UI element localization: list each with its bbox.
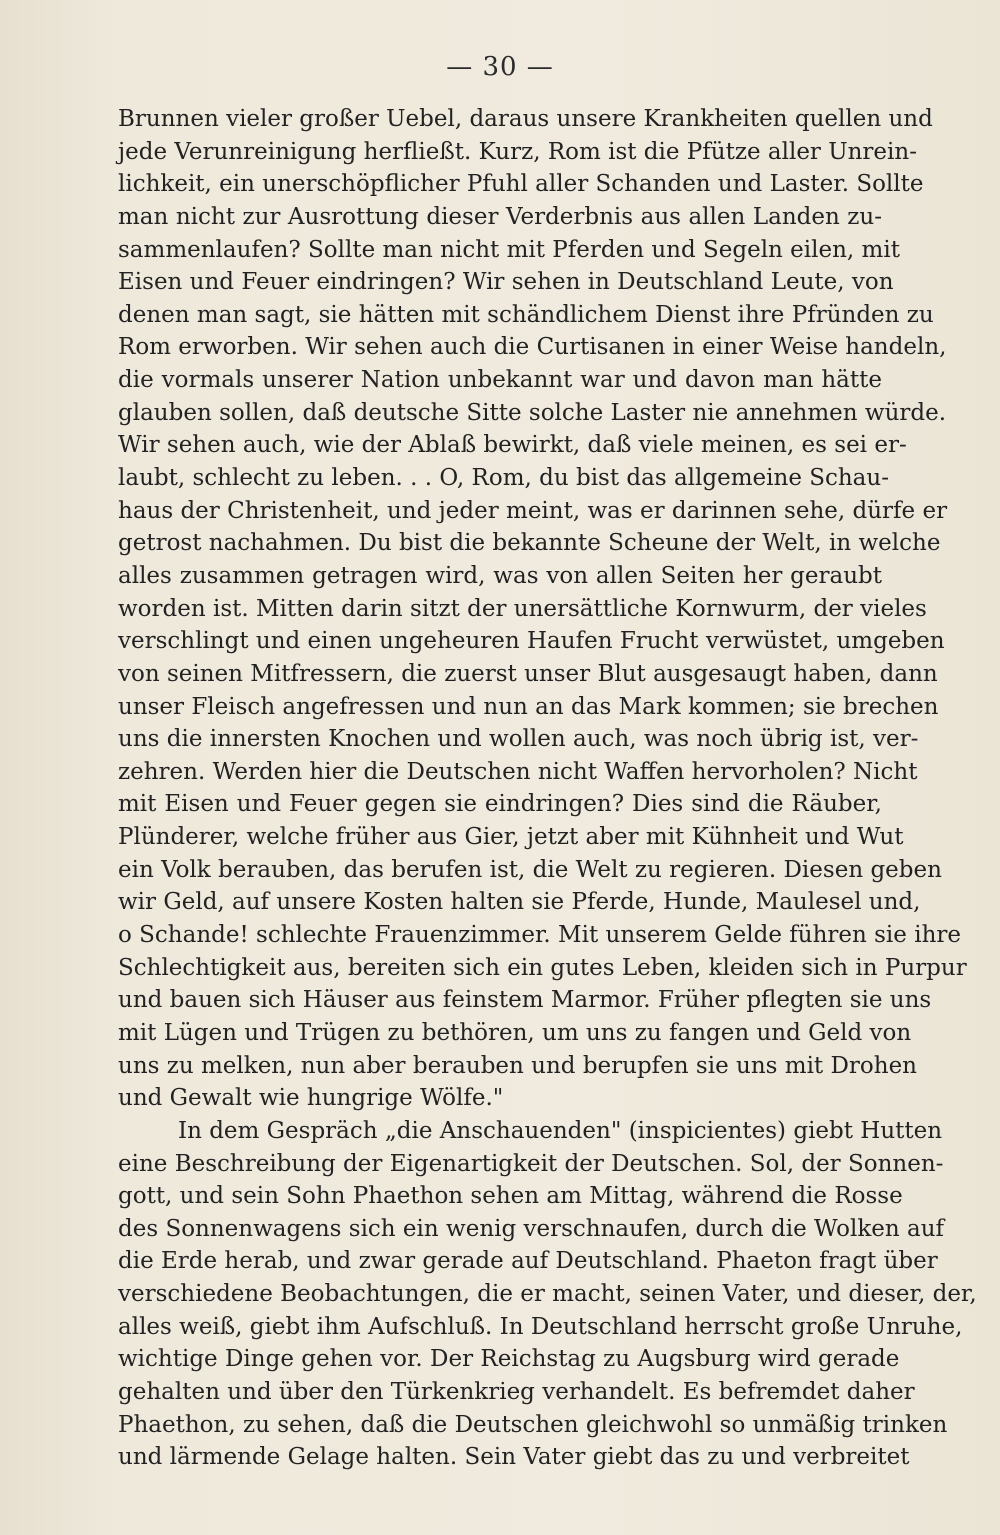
text-line: unser Fleisch angefressen und nun an das Mark kommen; sie brechen (118, 693, 939, 720)
text-line: die Erde herab, und zwar gerade auf Deutschland. Phaeton fragt über (118, 1248, 938, 1275)
text-line: getrost nachahmen. Du bist die bekannte Scheune der Welt, in welche (118, 530, 941, 557)
text-line: gehalten und über den Türkenkrieg verhandelt. Es befremdet daher (118, 1378, 915, 1405)
text-line: o Schande! schlechte Frauenzimmer. Mit unserem Gelde führen sie ihre (118, 922, 961, 949)
text-line: Wir sehen auch, wie der Ablaß bewirkt, daß viele meinen, es sei er- (118, 432, 907, 459)
text-line: man nicht zur Ausrottung dieser Verderbnis aus allen Landen zu- (118, 203, 882, 230)
body-text (118, 103, 977, 1474)
text-line: In dem Gespräch „die Anschauenden" (inspicientes) giebt Hutten (178, 1117, 943, 1144)
text-line: und Gewalt wie hungrige Wölfe." (118, 1085, 504, 1112)
text-line: von seinen Mitfressern, die zuerst unser Blut ausgesaugt haben, dann (118, 660, 938, 687)
text-line: sammenlaufen? Sollte man nicht mit Pferden und Segeln eilen, mit (118, 236, 900, 263)
text-line: alles zusammen getragen wird, was von allen Seiten her geraubt (118, 562, 882, 589)
text-line: mit Eisen und Feuer gegen sie eindringen? Dies sind die Räuber, (118, 791, 882, 818)
text-line: mit Lügen und Trügen zu bethören, um uns zu fangen und Geld von (118, 1019, 912, 1046)
text-line: Schlechtigkeit aus, bereiten sich ein gutes Leben, kleiden sich in Purpur (118, 954, 967, 981)
text-line: verschiedene Beobachtungen, die er macht, seinen Vater, und dieser, der, (118, 1281, 977, 1308)
text-line: haus der Christenheit, und jeder meint, was er darinnen sehe, dürfe er (118, 497, 948, 524)
text-line: worden ist. Mitten darin sitzt der unersättliche Kornwurm, der vieles (118, 595, 927, 622)
text-line: denen man sagt, sie hätten mit schändlichem Dienst ihre Pfründen zu (118, 301, 934, 328)
text-line: Phaethon, zu sehen, daß die Deutschen gleichwohl so unmäßig trinken (118, 1411, 948, 1438)
page-number: — 30 — (446, 52, 554, 82)
text-line: und bauen sich Häuser aus feinstem Marmor. Früher pflegten sie uns (118, 987, 932, 1014)
text-line: Brunnen vieler großer Uebel, daraus unsere Krankheiten quellen und (118, 106, 933, 132)
text-line: wichtige Dinge gehen vor. Der Reichstag zu Augsburg wird gerade (118, 1346, 900, 1373)
text-line: wir Geld, auf unsere Kosten halten sie Pferde, Hunde, Maulesel und, (118, 889, 921, 916)
text-line: Rom erworben. Wir sehen auch die Curtisanen in einer Weise handeln, (118, 334, 947, 361)
text-line: alles weiß, giebt ihm Aufschluß. In Deutschland herrscht große Unruhe, (118, 1313, 963, 1340)
text-line: lichkeit, ein unerschöpflicher Pfuhl aller Schanden und Laster. Sollte (118, 171, 924, 198)
text-line: ein Volk berauben, das berufen ist, die Welt zu regieren. Diesen geben (118, 856, 942, 883)
text-line: gott, und sein Sohn Phaethon sehen am Mittag, während die Rosse (118, 1183, 903, 1210)
text-line: uns die innersten Knochen und wollen auch, was noch übrig ist, ver- (118, 726, 919, 753)
text-line: und lärmende Gelage halten. Sein Vater giebt das zu und verbreitet (118, 1444, 910, 1471)
text-line: Eisen und Feuer eindringen? Wir sehen in Deutschland Leute, von (118, 269, 894, 296)
text-line: die vormals unserer Nation unbekannt war und davon man hätte (118, 367, 882, 394)
text-line: des Sonnenwagens sich ein wenig verschnaufen, durch die Wolken auf (118, 1215, 945, 1242)
text-line: Plünderer, welche früher aus Gier, jetzt aber mit Kühnheit und Wut (118, 824, 904, 851)
text-line: glauben sollen, daß deutsche Sitte solche Laster nie annehmen würde. (118, 399, 947, 426)
text-line: jede Verunreinigung herfließt. Kurz, Rom ist die Pfütze aller Unrein- (118, 138, 917, 165)
text-line: uns zu melken, nun aber berauben und berupfen sie uns mit Drohen (118, 1052, 917, 1079)
text-line: zehren. Werden hier die Deutschen nicht Waffen hervorholen? Nicht (118, 758, 918, 785)
text-line: verschlingt und einen ungeheuren Haufen Frucht verwüstet, umgeben (118, 628, 945, 655)
text-line: laubt, schlecht zu leben. . . O, Rom, du bist das allgemeine Schau- (118, 465, 889, 492)
text-line: eine Beschreibung der Eigenartigkeit der Deutschen. Sol, der Sonnen- (118, 1150, 944, 1177)
